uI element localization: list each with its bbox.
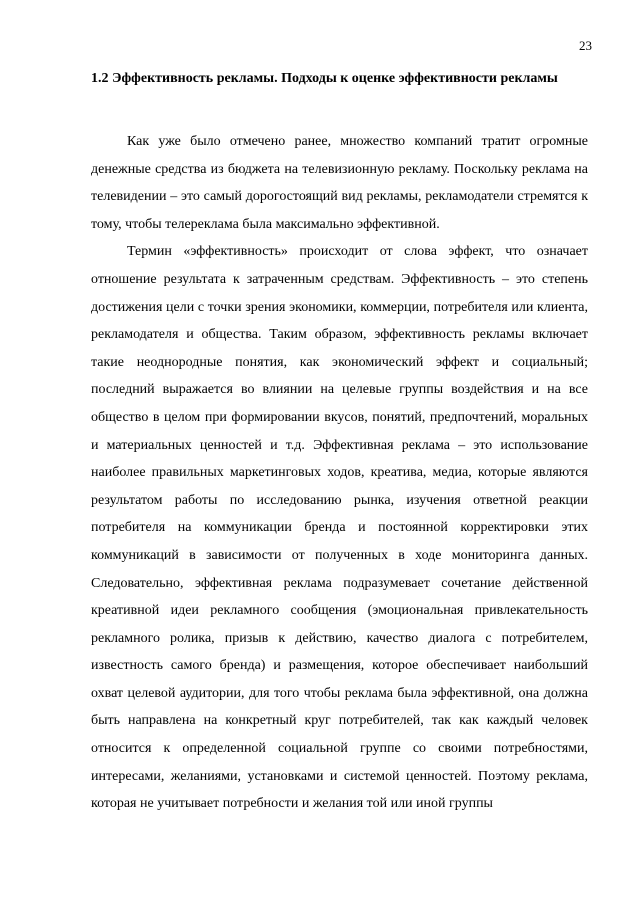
- section-heading: 1.2 Эффективность рекламы. Подходы к оценке эффективности рекламы: [91, 71, 558, 86]
- paragraph-definition: Термин «эффективность» происходит от слова эффект, что означает отношение результата к затраченным средствам. Эффективность – это степень достижения цели с точки зрения экономики, коммерции, потребителя или клиента, рекламодателя и общества. Таким образом, эффективность рекламы включает такие неоднородные понятия, как экономический эффект и социальный; последний выражается во влиянии на целевые группы воздействия и на все общество в целом при формировании вкусов, понятий, предпочтений, моральных и материальных ценностей и т.д. Эффективная реклама – это использование наиболее правильных маркетинговых ходов, креатива, медиа, которые являются результатом работы по исследованию рынка, изучения ответной реакции потребителя на коммуникации бренда и постоянной корректировки этих коммуникаций в зависимости от полученных в ходе мониторинга данных. Следовательно, эффективная реклама подразумевает сочетание действенной креативной идеи рекламного сообщения (эмоциональная привлекательность рекламного ролика, призыв к действию, качество диалога с потребителем, известность самого бренда) и размещения, которое обеспечивает наибольший охват целевой аудитории, для того чтобы реклама была эффективной, она должна быть направлена на конкретный круг потребителей, так как каждый человек относится к определенной социальной группе со своими потребностями, интересами, желаниями, установками и системой ценностей. Поэтому реклама, которая не учитывает потребности и желания той или иной группы: [91, 244, 588, 812]
- document-body: [91, 128, 588, 818]
- paragraph-intro: Как уже было отмечено ранее, множество компаний тратит огромные денежные средства из бюджета на телевизионную рекламу. Поскольку реклама на телевидении – это самый дорогостоящий вид рекламы, рекламодатели стремятся к тому, чтобы телереклама была максимально эффективной.: [91, 134, 588, 232]
- page-number: 23: [579, 38, 592, 53]
